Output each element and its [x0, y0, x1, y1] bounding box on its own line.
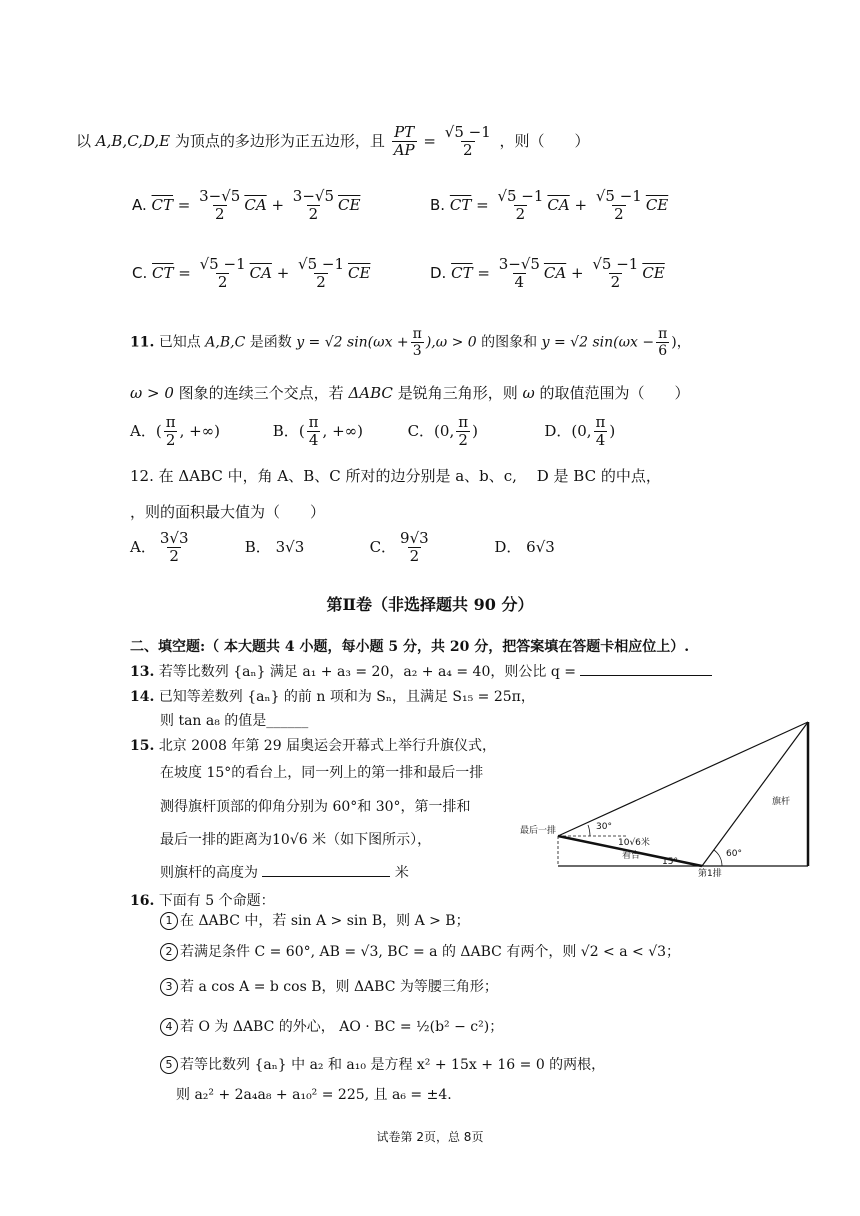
option-frac: [456, 414, 470, 450]
frac-num: √5 −1: [595, 187, 642, 205]
page-footer: 试卷第 2页，总 8页: [376, 1130, 484, 1144]
frac-num: π: [165, 413, 176, 431]
q15-line2: 在坡度 15°的看台上，同一列上的第一排和最后一排: [160, 765, 484, 781]
q11-function-2: y = √2 sin(ωx −: [541, 334, 655, 351]
option-post: , +∞): [179, 421, 221, 440]
frac-den: 4: [595, 431, 606, 450]
frac-den: 2: [214, 205, 225, 224]
q15-line4: 最后一排的距离为10√6 米（如下图所示），: [160, 832, 432, 848]
q11-options: [130, 414, 664, 450]
option-frac: [594, 414, 608, 450]
angle-arc-60: [714, 850, 722, 866]
option-frac: [158, 530, 191, 566]
part-2-title: 第Ⅱ卷（非选择题共 90 分）: [326, 595, 534, 614]
vector-ce: $\overline{CE}$: [645, 195, 669, 214]
q10-tail: ，则（ ）: [499, 131, 590, 150]
q16-item-5-line2: 则 a₂² + 2a₄a₈ + a₁₀² = 225, 且 a₆ = ±4.: [176, 1087, 452, 1103]
frac-den: 3: [412, 343, 422, 360]
option-letter: A.: [132, 195, 147, 214]
option-letter: C．: [407, 421, 435, 440]
q11-function-2-tail: )，: [671, 334, 691, 351]
q15-unit: 米: [394, 865, 409, 881]
frac-num: π: [658, 326, 668, 342]
option-letter: A．: [130, 537, 156, 556]
q15-text: 则旗杆的高度为: [160, 865, 258, 881]
angle-60-label: 60°: [726, 849, 742, 859]
q10-vars: A,B,C,D,E: [95, 131, 171, 150]
angle-arc-30: [588, 825, 590, 836]
angle-30-label: 30°: [596, 822, 612, 832]
frac-den: 2: [458, 431, 468, 450]
q11-line2: [130, 382, 690, 403]
q10-option-a: A. $\overline{CT}$ = $\frac{3-√5}{2}$ $\overline{CA}$ + $\frac{3-√5}{2}$ $\overline{CE}$: [132, 187, 361, 224]
q11-text: 已知点: [158, 334, 201, 351]
answer-blank[interactable]: [580, 675, 712, 676]
coef-2: [291, 188, 336, 224]
frac-den: 2: [462, 141, 473, 160]
question-number: 15.: [130, 738, 155, 754]
proposition-text: 若 O 为 ΔABC 的外心， AO · BC = ½(b² − c²)；: [180, 1019, 504, 1035]
frac-den: 2: [409, 547, 420, 566]
frac-den: 4: [308, 431, 319, 450]
frac-den: 2: [614, 205, 624, 224]
q11-line1: [130, 326, 691, 359]
q15-line1: [130, 735, 496, 755]
option-letter: D．: [544, 421, 572, 440]
q13-text: 若等比数列 {aₙ} 满足 a₁ + a₃ = 20，a₂ + a₄ = 40，则公比 q =: [158, 664, 576, 680]
q16-intro: [130, 890, 275, 910]
option-value: 6√3: [526, 537, 555, 556]
vector-ce: $\overline{CE}$: [338, 195, 361, 214]
proposition-text: 在 ΔABC 中，若 sin A > sin B，则 A > B；: [180, 913, 470, 929]
vector-ce: $\overline{CE}$: [642, 263, 665, 282]
frac-den: 6: [658, 343, 668, 360]
option-letter: C．: [369, 537, 397, 556]
option-letter: D.: [430, 263, 447, 282]
question-number: 16.: [130, 893, 155, 909]
frac-den: 2: [165, 431, 176, 450]
first-row-label: 第1排: [698, 869, 722, 878]
option-frac: [398, 530, 431, 566]
q14-line1: [130, 686, 535, 706]
option-letter: D．: [494, 537, 522, 556]
q16-item-2: [160, 941, 680, 961]
q10-stem-text: 以: [76, 131, 92, 150]
q10-option-b: B. $\overline{CT}$ = $\frac{√5 -1}{2}$ $\overline{CA}$ + $\frac{√5 -1}{2}$ $\overline{CE}$: [430, 187, 669, 224]
q12-option-b: [245, 536, 365, 557]
q10-frac-right: [443, 124, 493, 160]
q11-omega: ω: [522, 384, 535, 402]
option-post: , +∞): [322, 421, 363, 440]
q16-item-4: [160, 1016, 503, 1036]
vector-ca: $\overline{CA}$: [547, 195, 570, 214]
q11-option-b: [273, 414, 403, 450]
frac-pi-3: [411, 326, 424, 359]
answer-blank[interactable]: [262, 876, 390, 877]
option-value: 3√3: [275, 537, 305, 556]
q12-option-a: [130, 530, 240, 566]
q15-text: 北京 2008 年第 29 届奥运会开幕式上举行升旗仪式，: [158, 738, 497, 754]
q11-text: 的图象和: [481, 334, 538, 351]
q10-option-c: C. $\overline{CT}$ = $\frac{√5 -1}{2}$ $\overline{CA}$ + $\frac{√5 -1}{2}$ $\overline{CE}$: [132, 255, 371, 292]
q13: [130, 661, 712, 681]
q11-option-c: [408, 414, 540, 450]
frac-den: 2: [515, 205, 526, 224]
frac-num: 3−√5: [292, 187, 334, 205]
frac-num: π: [595, 413, 606, 431]
frac-den: AP: [393, 141, 415, 160]
q12-options: [130, 530, 555, 566]
frac-den: 2: [308, 205, 319, 224]
coef-1: [198, 256, 248, 292]
frac-den: 2: [316, 273, 326, 292]
frac-num: π: [412, 326, 422, 342]
frac-num: π: [308, 413, 319, 431]
question-number: 13.: [130, 664, 155, 680]
frac-den: 2: [217, 273, 228, 292]
option-letter: B．: [244, 537, 271, 556]
q11-text: 的取值范围为（ ）: [539, 384, 690, 402]
angle-15-label: 15°: [662, 857, 678, 867]
q12-option-c: [370, 530, 490, 566]
frac-num: √5 −1: [592, 255, 639, 273]
distance-label: 10√6米: [618, 838, 650, 848]
q11-function-1-tail: ),ω > 0: [425, 334, 477, 351]
frac-num: √5 −1: [199, 255, 246, 273]
frac-num: 9√3: [400, 529, 429, 547]
q11-option-a: [130, 414, 268, 450]
frac-num: PT: [394, 123, 415, 141]
circled-number: 1: [160, 912, 178, 930]
q12-option-d: [494, 538, 554, 556]
circled-number: 3: [160, 978, 178, 996]
option-frac: [164, 414, 178, 450]
option-frac: [307, 414, 321, 450]
option-post: ): [472, 421, 478, 440]
question-number: 11.: [130, 334, 155, 351]
q10-stem: [76, 124, 590, 160]
frac-num: 3−√5: [498, 255, 540, 273]
option-pre: (0,: [571, 421, 592, 440]
frac-num: √5 −1: [444, 123, 491, 141]
q15-line3: 测得旗杆顶部的仰角分别为 60°和 30°，第一排和: [160, 799, 471, 815]
q10-eq: =: [423, 131, 436, 150]
q11-option-d: [544, 414, 664, 450]
proposition-text: 若满足条件 C = 60°, AB = √3, BC = a 的 ΔABC 有两个，则 √2 < a < √3；: [180, 944, 681, 960]
coef-1: [497, 256, 542, 292]
vector-ct: $\overline{CT}$: [151, 195, 174, 214]
q16-item-5: [160, 1054, 605, 1074]
sight-line-30: [558, 722, 808, 836]
vector-ca: $\overline{CA}$: [543, 263, 567, 282]
option-pre: (: [298, 421, 305, 440]
vector-ct: $\overline{CT}$: [152, 263, 174, 282]
option-letter: C.: [132, 263, 148, 282]
option-letter: B.: [430, 195, 446, 214]
frac-den: 2: [169, 547, 179, 566]
coef-2: [590, 256, 640, 292]
q12-line1: 12. 在 ΔABC 中，角 A、B、C 所对的边分别是 a、b、c, D 是 BC 的中点，: [130, 467, 661, 485]
frac-den: 4: [514, 273, 525, 292]
frac-num: 3√3: [159, 529, 189, 547]
option-post: ): [609, 421, 616, 440]
frac-den: 2: [610, 273, 621, 292]
q16-text: 下面有 5 个命题：: [158, 893, 275, 909]
vector-ca: $\overline{CA}$: [244, 195, 267, 214]
option-pre: (: [155, 421, 162, 440]
q11-triangle: ΔABC: [348, 384, 393, 402]
coef-1: [495, 188, 545, 224]
q15-line5: [160, 862, 409, 882]
flagpole-diagram: [518, 718, 818, 878]
proposition-text: 若 a cos A = b cos B，则 ΔABC 为等腰三角形；: [180, 979, 498, 995]
proposition-text: 若等比数列 {aₙ} 中 a₂ 和 a₁₀ 是方程 x² + 15x + 16 = 0 的两根，: [180, 1057, 606, 1073]
option-letter: A．: [130, 421, 156, 440]
coef-2: [296, 256, 346, 292]
stand-label: 看台: [622, 851, 641, 861]
coef-2: [594, 188, 644, 224]
last-row-label: 最后一排: [520, 826, 557, 836]
q11-text: 是函数: [249, 334, 292, 351]
flagpole-label: 旗杆: [772, 797, 791, 807]
q12-line2: ，则的面积最大值为（ ）: [130, 503, 326, 521]
circled-number: 5: [160, 1056, 178, 1074]
q16-item-1: [160, 910, 470, 930]
frac-num: 3−√5: [199, 187, 241, 205]
coef-1: [197, 188, 242, 224]
q11-function-1: y = √2 sin(ωx +: [296, 334, 409, 351]
frac-num: π: [458, 413, 469, 431]
vector-ct: $\overline{CT}$: [451, 263, 473, 282]
frac-pi-6: [656, 326, 669, 359]
q14-line2: 则 tan a₈ 的值是______: [160, 713, 309, 729]
vector-ca: $\overline{CA}$: [249, 263, 272, 282]
sight-line-60: [702, 722, 808, 866]
section-2-heading: 二、填空题:（ 本大题共 4 小题，每小题 5 分，共 20 分，把答案填在答题卡相应位上）.: [130, 639, 690, 655]
option-pre: (0,: [434, 421, 455, 440]
question-number: 14.: [130, 689, 155, 705]
vector-ce: $\overline{CE}$: [348, 263, 371, 282]
frac-num: √5 −1: [497, 187, 544, 205]
q11-omega-cond: ω > 0: [130, 384, 174, 402]
q11-text: 是锐角三角形，则: [397, 384, 518, 402]
option-letter: B．: [272, 421, 299, 440]
frac-num: √5 −1: [298, 255, 345, 273]
q10-option-d: D. $\overline{CT}$ = $\frac{3-√5}{4}$ $\overline{CA}$ + $\frac{√5 -1}{2}$ $\overline{CE}$: [430, 255, 665, 292]
circled-number: 2: [160, 943, 178, 961]
vector-ct: $\overline{CT}$: [449, 195, 472, 214]
q14-text: 已知等差数列 {aₙ} 的前 n 项和为 Sₙ，且满足 S₁₅ = 25π，: [158, 689, 535, 705]
q10-stem-text2: 为顶点的多边形为正五边形，且: [174, 131, 385, 150]
q16-item-3: [160, 976, 498, 996]
q11-points: A,B,C: [205, 334, 246, 351]
q11-text: 图象的连续三个交点，若: [178, 384, 344, 402]
circled-number: 4: [160, 1018, 178, 1036]
q10-frac-left: [392, 124, 417, 160]
